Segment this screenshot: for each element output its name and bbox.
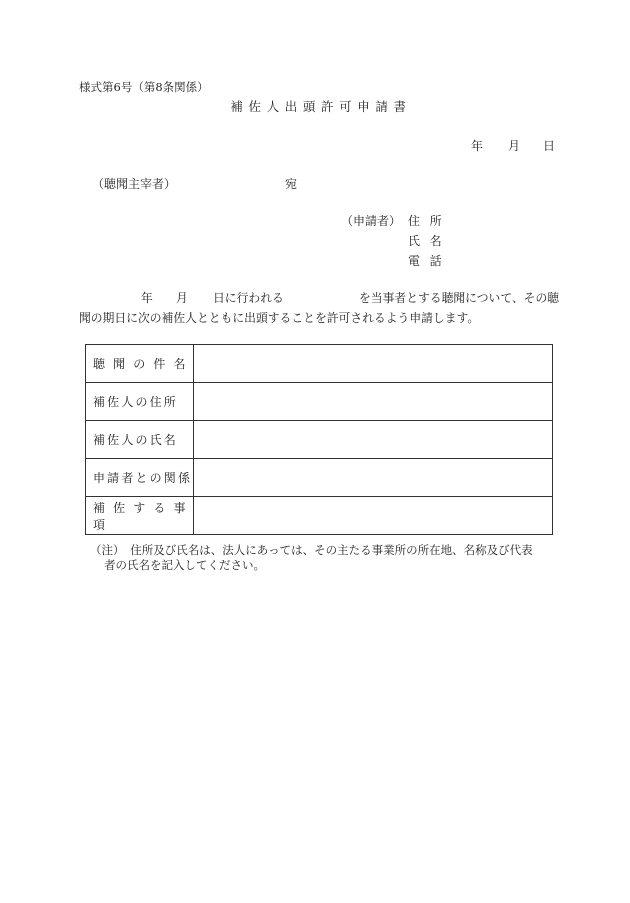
addressee-suffix: 宛 — [285, 177, 298, 191]
body-line-2: 聞の期日に次の補佐人とともに出頭することを許可されるよう申請します。 — [79, 311, 480, 325]
date-day-label: 日 — [543, 139, 556, 153]
body-party-text: を当事者とする聴聞について、その聴 — [359, 291, 560, 305]
date-month-label: 月 — [508, 139, 521, 153]
body-month: 月 — [176, 291, 188, 305]
applicant-phone-label: 電話 — [408, 254, 452, 268]
applicant-label: （申請者） — [341, 214, 402, 228]
hearing-subject-field[interactable] — [194, 345, 553, 383]
table-row — [86, 383, 553, 421]
row-label-assistance-matters: 補 佐 す る 事 項 — [86, 497, 194, 535]
row-label-relationship: 申請者との関係 — [86, 459, 194, 497]
body-year: 年 — [141, 291, 153, 305]
row-label-hearing-subject: 聴 聞 の 件 名 — [86, 345, 194, 383]
body-day-text: 日に行われる — [213, 291, 284, 305]
form-number: 様式第6号（第8条関係） — [79, 80, 209, 94]
document-title: 補佐人出頭許可申請書 — [230, 99, 412, 114]
assistant-address-field[interactable] — [194, 383, 553, 421]
date-year-label: 年 — [471, 139, 484, 153]
addressee-label: （聴聞主宰者） — [92, 177, 177, 191]
application-table — [85, 344, 553, 535]
applicant-name-label: 氏名 — [408, 234, 452, 248]
assistant-name-field[interactable] — [194, 421, 553, 459]
table-row — [86, 459, 553, 497]
table-row — [86, 421, 553, 459]
row-label-assistant-name: 補佐人の氏名 — [86, 421, 194, 459]
note-line-1: （注） 住所及び氏名は、法人にあっては、その主たる事業所の所在地、名称及び代表 — [90, 543, 533, 557]
relationship-field[interactable] — [194, 459, 553, 497]
row-label-assistant-address: 補佐人の住所 — [86, 383, 194, 421]
note-line-2: 者の氏名を記入してください。 — [104, 558, 265, 572]
assistance-matters-field[interactable] — [194, 497, 553, 535]
table-row — [86, 497, 553, 535]
table-row — [86, 345, 553, 383]
applicant-address-label: 住所 — [408, 214, 452, 228]
